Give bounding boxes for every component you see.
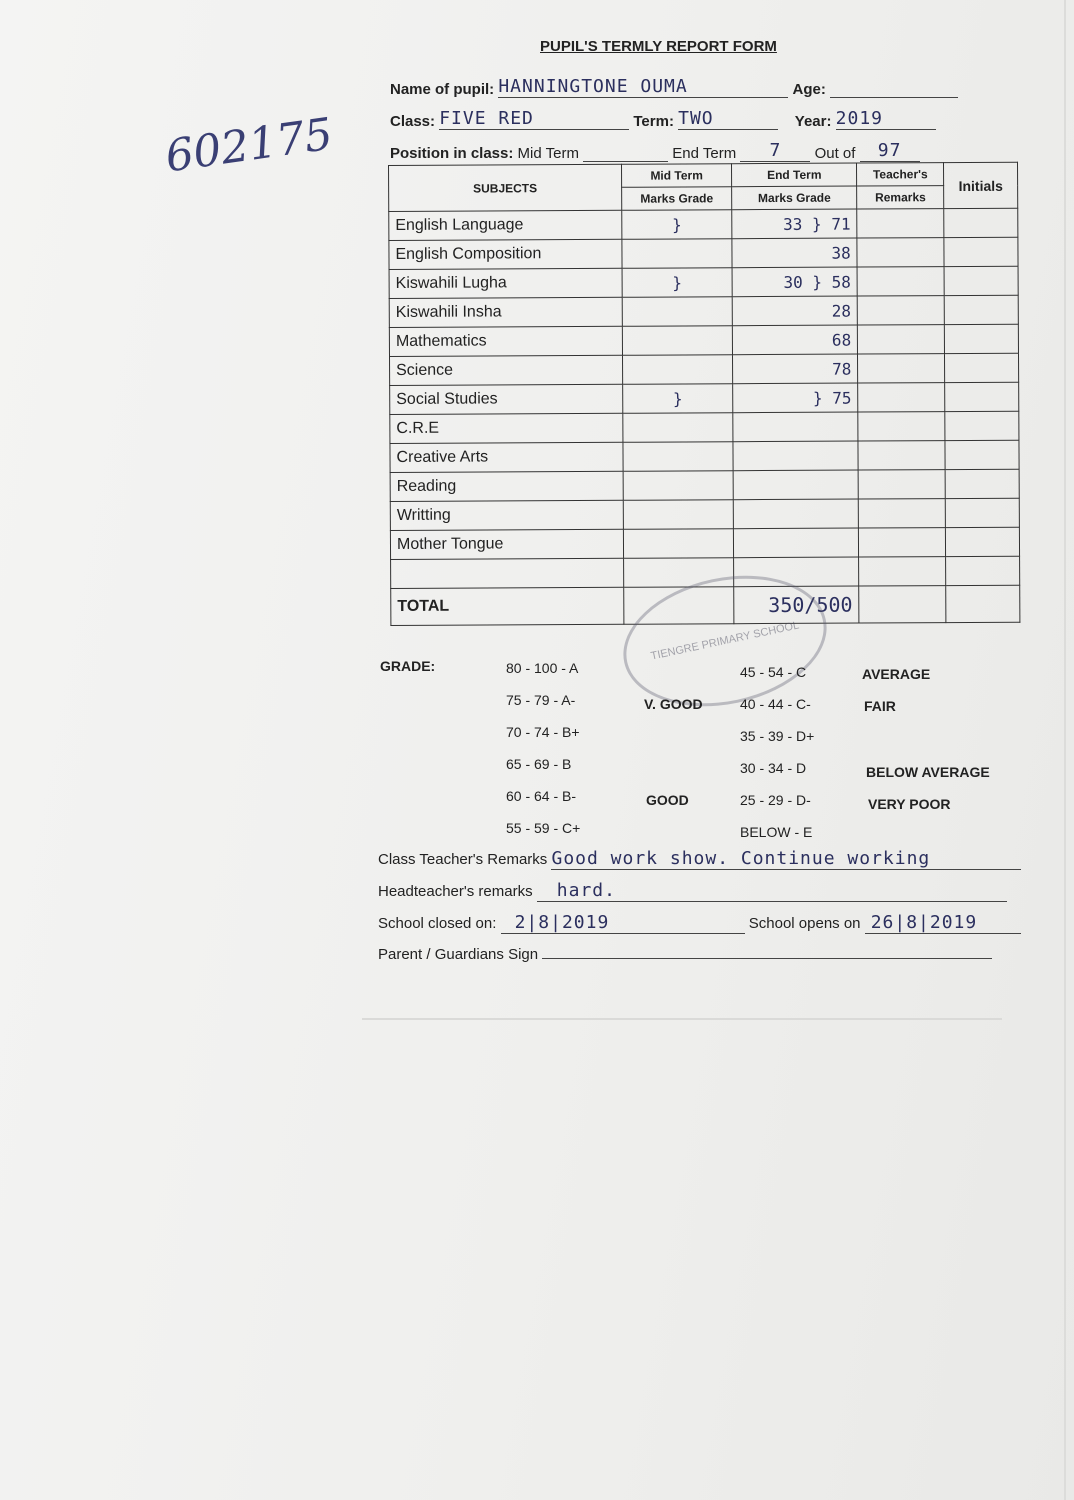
teacher-header: Teacher's (857, 163, 944, 186)
table-row (390, 498, 1019, 530)
subject-cell: Reading (390, 471, 623, 501)
subject-cell: Social Studies (390, 384, 623, 414)
very-poor-label: VERY POOR (868, 796, 951, 812)
name-row (390, 76, 958, 98)
subject-cell (391, 558, 624, 588)
table-row (389, 237, 1018, 269)
page-edge (1064, 0, 1066, 1500)
initials-cell (944, 208, 1018, 237)
grade-scale-right-item: 25 - 29 - D- (740, 792, 811, 808)
teacher-remarks-cell (859, 528, 946, 557)
head-remarks-label: Headteacher's remarks (378, 883, 533, 900)
initials-cell (945, 498, 1019, 527)
stamp-text: TIENGRE PRIMARY SCHOOL (649, 619, 801, 663)
teacher-remarks-cell (859, 557, 946, 586)
marks-table (388, 162, 1020, 626)
parent-sign-label: Parent / Guardians Sign (378, 946, 539, 963)
dates-row (378, 912, 1021, 934)
mid-term-cell: } (623, 384, 733, 414)
subject-cell: Mother Tongue (390, 529, 623, 559)
subject-cell: Kiswahili Insha (389, 297, 622, 327)
end-term-header: End Term (732, 163, 857, 187)
initials-cell (946, 527, 1020, 556)
subject-cell: Mathematics (389, 326, 622, 356)
total-initials (946, 585, 1020, 622)
end-term-cell (733, 499, 858, 529)
mid-term-subheader: Marks Grade (622, 187, 732, 211)
table-row (389, 208, 1018, 240)
name-value: HANNINGTONE OUMA (498, 76, 788, 98)
teacher-remarks-cell (858, 470, 945, 499)
end-term-cell: } 75 (733, 383, 858, 413)
mid-term-position-label: Mid Term (517, 145, 579, 162)
opens-label: School opens on (748, 915, 861, 932)
teacher-subheader: Remarks (857, 186, 944, 209)
total-value: 350/500 (734, 586, 859, 624)
head-remarks-row (378, 880, 1007, 902)
initials-cell (944, 295, 1018, 324)
age-blank (830, 97, 958, 98)
subjects-header: SUBJECTS (389, 164, 622, 211)
table-row (390, 440, 1019, 472)
term-value: TWO (678, 108, 778, 130)
class-value: FIVE RED (439, 108, 629, 130)
table-row (390, 469, 1019, 501)
teacher-remarks-cell (857, 296, 944, 325)
initials-cell (944, 237, 1018, 266)
mid-term-cell (622, 297, 732, 327)
class-teacher-remarks-value: Good work show. Continue working (551, 848, 1021, 870)
end-term-cell: 30 } 58 (732, 267, 857, 297)
mid-term-cell (623, 442, 733, 472)
mid-term-cell (623, 529, 733, 559)
page-fold-line (362, 1018, 1002, 1020)
end-term-position-value: 7 (740, 140, 810, 162)
table-row (389, 324, 1018, 356)
mid-term-header: Mid Term (621, 164, 731, 188)
end-term-position-label: End Term (672, 145, 737, 162)
class-row (390, 108, 936, 130)
initials-cell (944, 266, 1018, 295)
grade-scale-left-item: 75 - 79 - A- (506, 692, 576, 708)
initials-cell (945, 353, 1019, 382)
table-row (389, 266, 1018, 298)
table-row (390, 411, 1019, 443)
initials-cell (945, 382, 1019, 411)
teacher-remarks-cell (858, 412, 945, 441)
end-term-subheader: Marks Grade (732, 186, 857, 210)
subject-cell: Kiswahili Lugha (389, 268, 622, 298)
table-row (390, 353, 1019, 385)
class-teacher-remarks-row (378, 848, 1021, 870)
mid-term-cell (622, 239, 732, 269)
initials-cell (945, 411, 1019, 440)
position-label: Position in class: (390, 145, 514, 162)
mid-term-cell: } (622, 268, 732, 298)
term-label: Term: (633, 113, 674, 130)
good-label: GOOD (646, 792, 689, 808)
table-row (390, 382, 1019, 414)
out-of-label: Out of (814, 145, 856, 162)
grade-scale-right-item: 30 - 34 - D (740, 760, 807, 776)
mid-term-cell (622, 355, 732, 385)
end-term-cell (733, 470, 858, 500)
fair-label: FAIR (864, 698, 896, 714)
end-term-cell: 78 (733, 354, 858, 384)
mid-term-cell (623, 413, 733, 443)
subject-cell: Creative Arts (390, 442, 623, 472)
age-label: Age: (792, 81, 826, 98)
out-of-value: 97 (860, 140, 920, 162)
grade-scale-left-item: 65 - 69 - B (506, 756, 572, 772)
grade-scale-right-item: 45 - 54 - C (740, 664, 807, 680)
end-term-cell: 33 } 71 (732, 209, 857, 239)
head-remarks-value: hard. (537, 880, 1007, 902)
end-term-cell: 38 (732, 238, 857, 268)
grade-scale-left-item: 70 - 74 - B+ (506, 724, 580, 740)
end-term-cell: 68 (733, 325, 858, 355)
form-title: PUPIL'S TERMLY REPORT FORM (540, 38, 777, 55)
teacher-remarks-cell (858, 441, 945, 470)
closed-label: School closed on: (378, 915, 497, 932)
initials-cell (945, 469, 1019, 498)
parent-sign-row (378, 944, 992, 963)
handwritten-document-number: 602175 (162, 108, 336, 183)
initials-cell (946, 556, 1020, 585)
grade-scale-left-item: 60 - 64 - B- (506, 788, 577, 804)
table-row (389, 295, 1018, 327)
subject-cell: Science (390, 355, 623, 385)
teacher-remarks-cell (858, 383, 945, 412)
initials-header: Initials (944, 162, 1018, 208)
table-row (390, 527, 1019, 559)
mid-term-cell: } (622, 210, 732, 240)
vgood-label: V. GOOD (644, 696, 703, 712)
class-label: Class: (390, 113, 436, 130)
grade-scale-right-item: BELOW - E (740, 824, 813, 840)
grade-label: GRADE: (380, 658, 436, 674)
subject-cell: English Language (389, 210, 622, 240)
teacher-remarks-cell (857, 209, 944, 238)
grade-scale-left-item: 80 - 100 - A (506, 660, 579, 676)
end-term-cell (734, 528, 859, 558)
name-label: Name of pupil: (390, 81, 495, 98)
mid-term-cell (623, 471, 733, 501)
position-row (390, 140, 920, 162)
mid-term-position-blank (583, 161, 668, 162)
opens-value: 26|8|2019 (865, 912, 1021, 934)
parent-sign-line (542, 944, 992, 959)
total-remarks (859, 586, 946, 623)
teacher-remarks-cell (857, 238, 944, 267)
table-header-row (389, 162, 1018, 188)
grade-scale-right-item: 40 - 44 - C- (740, 696, 811, 712)
below-average-label: BELOW AVERAGE (866, 764, 990, 780)
teacher-remarks-cell (857, 267, 944, 296)
end-term-cell (733, 441, 858, 471)
total-label: TOTAL (391, 587, 624, 625)
initials-cell (945, 324, 1019, 353)
average-label: AVERAGE (862, 666, 931, 682)
subject-cell: English Composition (389, 239, 622, 269)
closed-value: 2|8|2019 (501, 912, 745, 934)
year-value: 2019 (836, 108, 936, 130)
grade-scale-right-item: 35 - 39 - D+ (740, 728, 815, 744)
class-teacher-remarks-label: Class Teacher's Remarks (378, 851, 548, 868)
subject-cell: Writting (390, 500, 623, 530)
teacher-remarks-cell (859, 499, 946, 528)
subject-cell: C.R.E (390, 413, 623, 443)
end-term-cell (733, 412, 858, 442)
year-label: Year: (794, 113, 832, 130)
mid-term-cell (622, 326, 732, 356)
end-term-cell: 28 (732, 296, 857, 326)
teacher-remarks-cell (858, 325, 945, 354)
teacher-remarks-cell (858, 354, 945, 383)
initials-cell (945, 440, 1019, 469)
mid-term-cell (623, 500, 733, 530)
grade-scale-left-item: 55 - 59 - C+ (506, 820, 581, 836)
